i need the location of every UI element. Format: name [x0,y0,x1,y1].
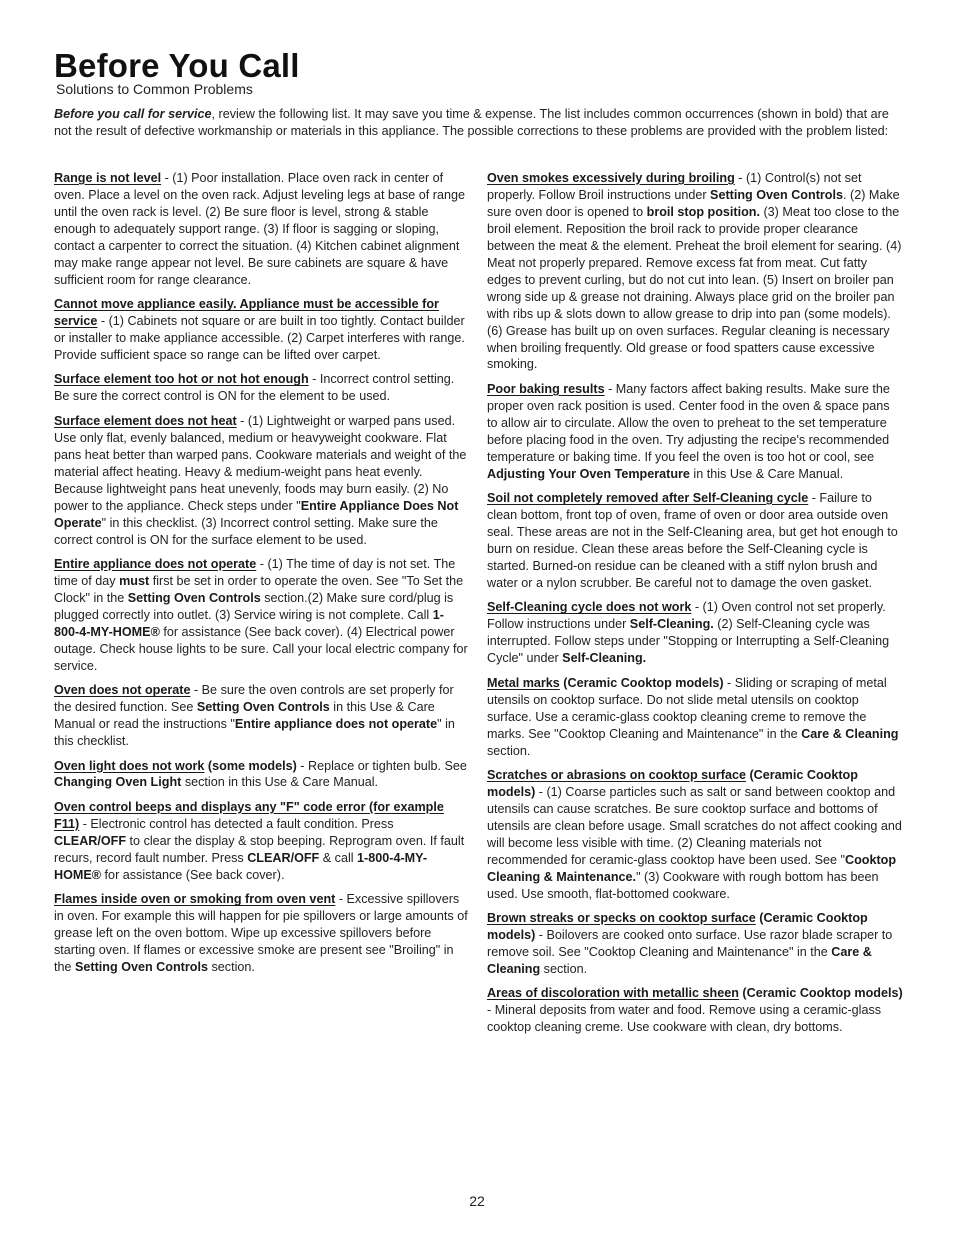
right-entry [487,767,903,903]
solution-emphasis: Self-Cleaning. [562,651,647,666]
problem-heading: Flames inside oven or smoking from oven vent [54,892,336,907]
solution-text: for assistance (See back cover). (4) Electrical power outage. Check house lights to be sure. Call your local electric company for service. [54,624,468,673]
solution-text: - (1) The time of day is not set. The time of day [54,557,456,588]
right-entry [487,381,903,483]
problem-heading: Poor baking results [487,381,605,396]
solution-emphasis: Cooktop Cleaning & Maintenance. [487,852,897,884]
solution-text: - Boilovers are cooked onto surface. Use razor blade scraper to remove soil. See "Cooktop Cleaning and Maintenance" in the [487,928,893,959]
solution-emphasis: broil stop position. [646,204,760,219]
problem-model-note: (Ceramic Cooktop models) [559,675,724,690]
solution-emphasis: Setting Oven Controls [196,700,330,715]
problem-heading: Scratches or abrasions on cooktop surface [487,767,746,782]
solution-emphasis: 1-800-4-MY-HOME® [54,607,444,639]
problem-heading: Cannot move appliance easily. Appliance must be accessible for service [54,297,439,329]
left-entry [54,891,468,976]
right-entry [487,170,903,373]
solution-text: - Many factors affect baking results. Make sure the proper oven rack position is used. Center food in the oven & space pans to allow air to circulate. Allow the oven to preheat to the set temperature before placing food in the oven. Try adjusting the recipe's recommended temperature or baking time. If you feel the oven is too hot or cool, see [487,381,890,464]
left-entry [54,682,468,750]
solution-emphasis: Entire Appliance Does Not Operate [54,498,459,530]
problem-model-note: (Ceramic Cooktop models) [487,767,858,799]
solution-text: - (1) Lightweight or warped pans used. Use only flat, evenly balanced, medium or heavyweight cookware. Flat pans heat better than warped pans. Cookware materials and weight of the material affect heating. Heavy & medium-weight pans heat evenly. Because lightweight pans heat unevenly, foods may burn easily. (2) No power to the appliance. Check steps under " [54,413,467,513]
problem-heading: Metal marks [487,675,560,690]
solution-text: - Replace or tighten bulb. See [296,758,467,773]
solution-text: " in this checklist. [54,717,455,749]
solution-text: - Be sure the oven controls are set properly for the desired function. See [54,683,454,715]
solution-text: to clear the display & stop beeping. Reprogram oven. If fault recurs, record fault number. Press [54,833,465,865]
solution-emphasis: Setting Oven Controls [75,959,208,974]
problem-heading: Soil not completely removed after Self-Cleaning cycle [487,491,809,506]
left-entry [54,170,468,289]
page-subtitle: Solutions to Common Problems [56,81,253,97]
problem-model-note: (some models) [204,758,297,773]
solution-text: - (1) Oven control not set properly. Follow instructions under [487,600,886,632]
solution-text: " in this checklist. (3) Incorrect control setting. Make sure the correct control is ON for the surface element to be used. [54,515,438,547]
problem-heading: Range is not level [54,171,162,185]
left-entry [54,758,468,792]
problem-heading: Oven smokes excessively during broiling [487,171,735,185]
solution-text: - Sliding or scraping of metal utensils on cooktop surface. Do not slide metal utensils on cooktop surface. Use a ceramic-glass cooktop cleaning creme to remove the marks. See "Cooktop Cleaning and Maintenance" in the [487,675,887,741]
solution-emphasis: Self-Cleaning. [629,617,714,632]
solution-emphasis: Adjusting Your Oven Temperature [487,466,690,481]
problem-heading: Oven light does not work [54,758,205,773]
page-number: 22 [469,1193,485,1209]
right-entry [487,985,903,1036]
solution-emphasis: CLEAR/OFF [54,833,127,848]
solution-emphasis: CLEAR/OFF [247,850,320,865]
solution-emphasis: Entire appliance does not operate [234,717,438,732]
solution-emphasis: 1-800-4-MY-HOME® [54,850,428,882]
solution-text: (2) Self-Cleaning cycle was interrupted. Follow steps under "Stopping or Interrupting a Self-Cleaning Cycle" under [487,617,890,666]
right-entry [487,599,903,667]
problem-model-note: (Ceramic Cooktop models) [738,986,903,1001]
problem-heading: Oven does not operate [54,683,191,698]
problem-heading: Entire appliance does not operate [54,557,257,572]
solution-text: - Incorrect control setting. Be sure the correct control is ON for the element to be used. [54,372,455,404]
solution-emphasis: Care & Cleaning [801,726,899,741]
problem-model-note: (Ceramic Cooktop models) [487,911,868,943]
solution-text: - Electronic control has detected a fault condition. Press [79,816,394,831]
left-entry [54,296,468,364]
solution-text: - Failure to clean bottom, front top of oven, frame of oven or door area outside oven seal. These areas are not in the Self-Cleaning area, but get hot enough to burn on residue. Clean these areas before the Self-Cleaning cycle is started. Burned-on residue can be cleaned with a stiff nylon brush and water or a nylon scrubber. Be careful not to damage the oven gasket. [487,491,898,590]
intro-text: , review the following list. It may save you time & expense. The list includes common occurrences (shown in bold) that are not the result of defective workmanship or materials in this appliance. The possible corrections to these problems are provided with the problem listed: [54,107,889,138]
solution-text: . (2) Make sure oven door is opened to [487,187,900,219]
right-entry [487,675,903,760]
solution-text: - Mineral deposits from water and food. Remove using a ceramic-glass cooktop cleaning creme. Use cookware with clean, dry bottoms. [487,1003,882,1035]
solution-text: section.(2) Make sure cord/plug is plugged correctly into outlet. (3) Service wiring is not complete. Call [54,590,454,622]
solution-text: first be set in order to operate the oven. See "To Set the Clock" in the [54,573,464,605]
solution-emphasis: Setting Oven Controls [710,187,843,202]
intro-paragraph [54,106,900,140]
left-column [54,170,468,983]
solution-text: in this Use & Care Manual. [689,466,844,481]
right-entry [487,910,903,978]
problem-heading: Areas of discoloration with metallic sheen [487,986,739,1001]
left-entry [54,556,468,675]
solution-text: " (3) Cookware with rough bottom has been used. Use smooth, flat-bottomed cookware. [487,869,879,901]
left-entry [54,413,468,549]
solution-text: section in this Use & Care Manual. [181,775,379,790]
solution-emphasis: Changing Oven Light [54,775,182,790]
solution-text: (3) Meat too close to the broil element. Reposition the broil rack to provide proper clearance between the meat & the element. Preheat the broil element for searing. (4) Meat not properly prepared. Remove excess fat from meat. Cut fatty edges to prevent curling, but do not cut into lean. (5) Insert on broiler pan wrong side up & grease not draining. Always place grid on the broiler pan with ribs up & slots down to allow grease to drip into pan (some models). (6) Grease has built up on oven surfaces. Regular cleaning is necessary when broiling frequently. Old grease or food spatters cause excessive smoking. [487,204,902,372]
page-title: Before You Call [54,47,300,84]
problem-heading: Oven control beeps and displays any "F" code error (for example F11) [54,799,444,831]
solution-emphasis: must [119,573,150,588]
solution-text: - (1) Cabinets not square or are built in too tightly. Contact builder or installer to make appliance accessible. (2) Carpet interferes with range. Provide sufficient space so range can be lifted over carpet. [54,314,465,363]
solution-text: section. [487,743,531,758]
solution-text: & call [319,850,358,865]
left-entry [54,371,468,405]
solution-text: - (1) Control(s) not set properly. Follow Broil instructions under [487,171,862,202]
right-entry [487,490,903,592]
solution-text: - (1) Coarse particles such as salt or sand between cooktop and utensils can cause scratches. Be sure cooktop surface and bottoms of utensils are clean before usage. Small scratches do not affect cooking and will become less visible with time. (2) Cleaning materials not recommended for ceramic-glass cooktop have been used. See " [487,784,902,867]
right-column [487,170,903,1044]
solution-text: - (1) Poor installation. Place oven rack in center of oven. Place a level on the oven rack. Adjust leveling legs at base of range until the oven rack is level. (2) Be sure floor is level, strong & stable enough to adequately support range. (3) If floor is sagging or sloping, contact a carpenter to correct the situation. (4) Kitchen cabinet alignment may make range appear not level. Be sure cabinets are square & have sufficient room for range clearance. [54,171,465,287]
solution-text: for assistance (See back cover). [101,867,285,882]
problem-heading: Surface element too hot or not hot enough [54,372,309,387]
solution-text: - Excessive spillovers in oven. For example this will happen for pie spillovers or large amounts of grease left on the oven bottom. Wipe up excessive spillovers before starting oven. If flames or excessive smoke are present see "Broiling" in the [54,892,468,974]
solution-emphasis: Setting Oven Controls [127,590,261,605]
problem-heading: Self-Cleaning cycle does not work [487,600,692,615]
problem-heading: Surface element does not heat [54,413,237,428]
left-entry [54,799,468,884]
solution-text: section. [540,961,588,976]
problem-heading: Brown streaks or specks on cooktop surface [487,911,756,926]
intro-lead: Before you call for service [54,107,212,121]
solution-text: section. [207,959,255,974]
solution-emphasis: Care & Cleaning [487,944,872,976]
solution-text: in this Use & Care Manual or read the instructions " [54,700,435,732]
